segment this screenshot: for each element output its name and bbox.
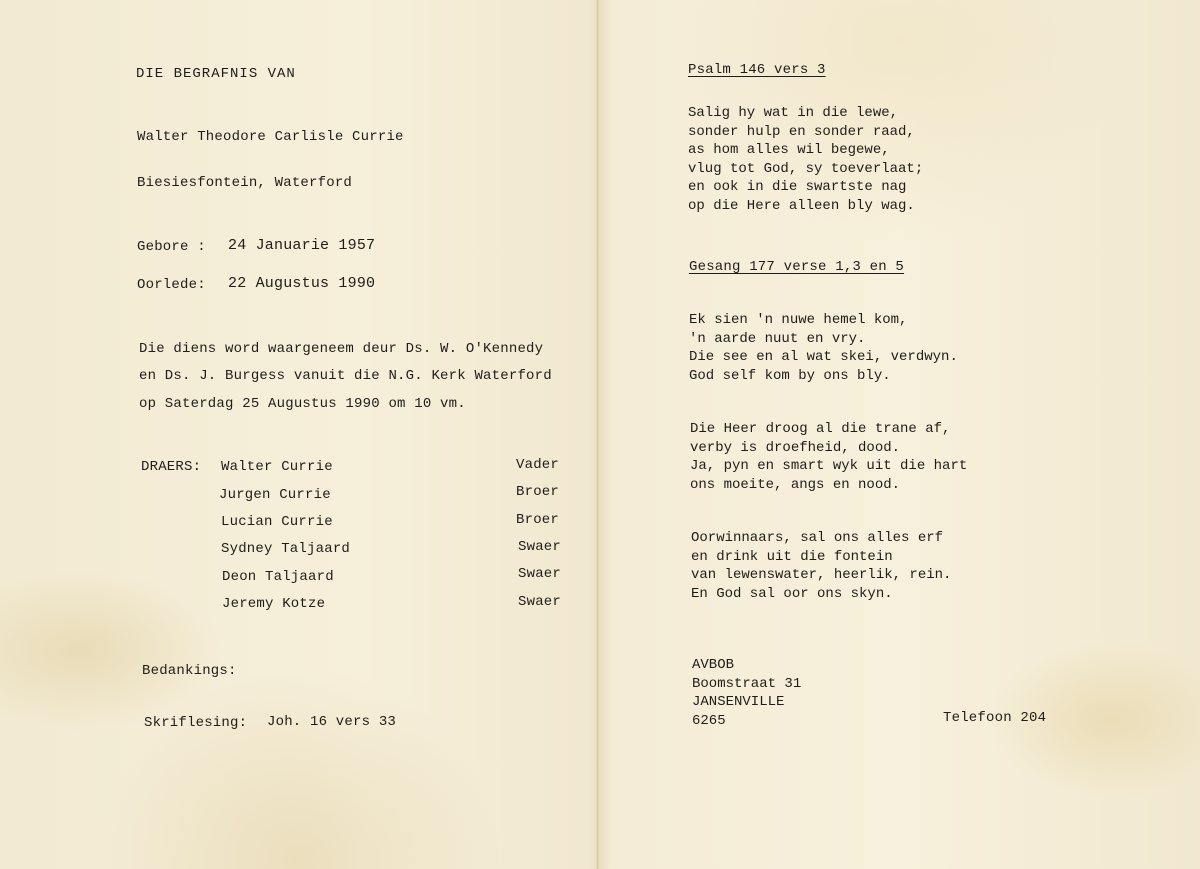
undertaker-town: JANSENVILLE	[692, 694, 785, 710]
hymn-stanza	[690, 420, 967, 494]
heading: DIE BEGRAFNIS VAN	[136, 66, 296, 82]
verse-line: verby is droefheid, dood.	[690, 439, 901, 456]
verse-line: Ja, pyn en smart wyk uit die hart	[690, 458, 968, 474]
born-date: 24 Januarie 1957	[228, 237, 376, 254]
verse-line: ons moeite, angs en nood.	[690, 476, 901, 493]
verse-line: van lewenswater, heerlik, rein.	[691, 567, 952, 583]
died-label: Oorlede:	[137, 277, 206, 293]
deceased-location: Biesiesfontein, Waterford	[137, 175, 353, 191]
verse-line: Salig hy wat in die lewe,	[688, 105, 899, 121]
verse-line: 'n aarde nuut en vry.	[689, 330, 866, 347]
service-line-3: op Saterdag 25 Augustus 1990 om 10 vm.	[139, 396, 466, 412]
pallbearer-name: Jurgen Currie	[219, 487, 331, 503]
pallbearer-relation: Vader	[516, 457, 560, 473]
verse-line: God self kom by ons bly.	[689, 367, 891, 384]
verse-line: en drink uit die fontein	[691, 548, 893, 565]
thanks-label: Bedankings:	[142, 663, 237, 679]
verse-line: En God sal oor ons skyn.	[691, 585, 893, 602]
hymn-stanza	[691, 529, 951, 603]
verse-line: Ek sien 'n nuwe hemel kom,	[689, 312, 908, 328]
undertaker-street: Boomstraat 31	[692, 675, 802, 692]
died-date: 22 Augustus 1990	[228, 275, 376, 292]
undertaker-phone: Telefoon 204	[943, 710, 1047, 726]
verse-line: en ook in die swartste nag	[688, 179, 907, 195]
page-fold	[596, 0, 599, 869]
undertaker-postcode: 6265	[692, 712, 726, 729]
pallbearer-relation: Swaer	[518, 566, 562, 582]
verse-line: Oorwinnaars, sal ons alles erf	[691, 530, 944, 546]
reading-reference: Joh. 16 vers 33	[267, 714, 397, 730]
pallbearer-relation: Broer	[516, 484, 560, 500]
pallbearer-name: Deon Taljaard	[222, 569, 334, 585]
pallbearer-name: Walter Currie	[221, 459, 333, 475]
right-page	[600, 0, 1200, 869]
verse-line: vlug tot God, sy toeverlaat;	[688, 160, 924, 177]
born-label: Gebore :	[137, 239, 206, 255]
reading-label: Skriflesing:	[144, 715, 248, 731]
psalm-verse	[688, 104, 923, 215]
verse-line: sonder hulp en sonder raad,	[688, 123, 915, 140]
service-line-2: en Ds. J. Burgess vanuit die N.G. Kerk Waterford	[139, 368, 552, 384]
pallbearer-name: Sydney Taljaard	[221, 541, 351, 557]
psalm-title: Psalm 146 vers 3	[688, 62, 826, 78]
hymn-stanza	[689, 311, 958, 385]
undertaker-address	[692, 656, 801, 730]
verse-line: Die see en al wat skei, verdwyn.	[689, 349, 958, 365]
deceased-name: Walter Theodore Carlisle Currie	[137, 129, 404, 145]
pallbearer-relation: Swaer	[518, 594, 562, 610]
pallbearers-label: DRAERS:	[141, 459, 202, 475]
verse-line: as hom alles wil begewe,	[688, 142, 890, 158]
pallbearer-name: Jeremy Kotze	[222, 596, 326, 612]
pallbearer-name: Lucian Currie	[221, 514, 333, 530]
hymn-title: Gesang 177 verse 1,3 en 5	[689, 259, 905, 275]
undertaker-name: AVBOB	[692, 657, 735, 673]
pallbearer-relation: Broer	[516, 512, 560, 528]
service-line-1: Die diens word waargeneem deur Ds. W. O'Kennedy	[139, 341, 544, 357]
pallbearer-relation: Swaer	[518, 539, 562, 555]
verse-line: Die Heer droog al die trane af,	[690, 421, 951, 437]
verse-line: op die Here alleen bly wag.	[688, 197, 915, 214]
left-page	[0, 0, 596, 869]
